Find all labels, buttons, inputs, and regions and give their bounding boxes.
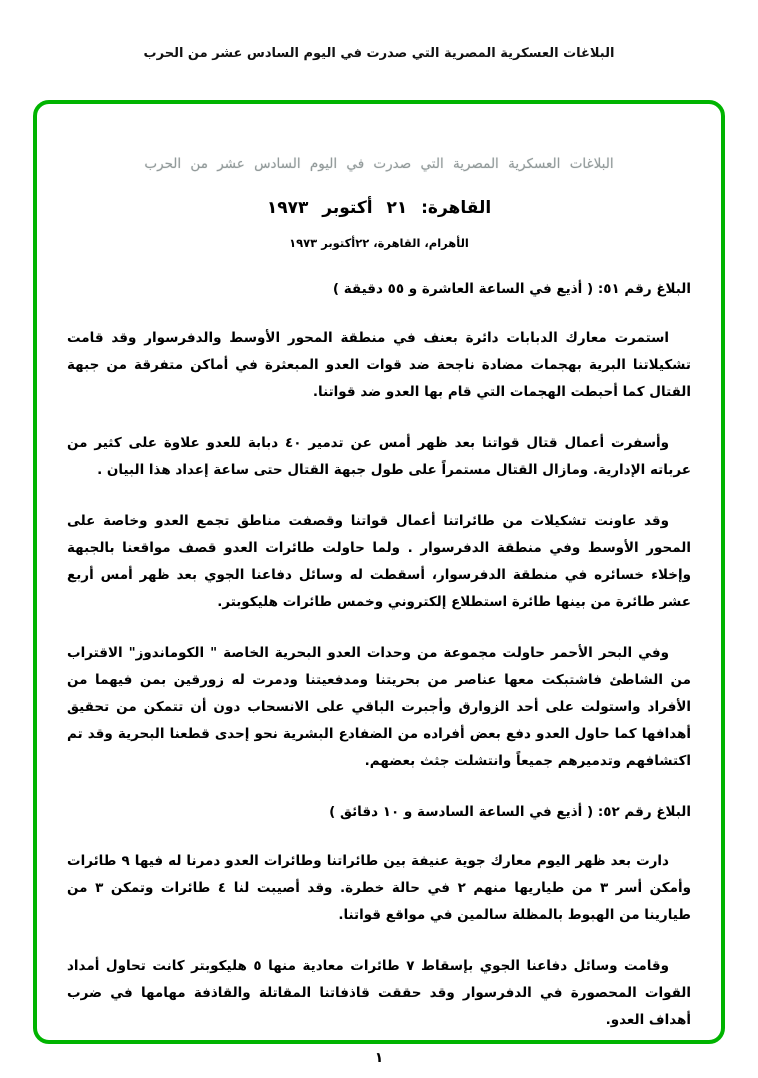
document-border-frame [33, 100, 725, 1044]
source-attribution-line: الأهرام، القاهرة، ٢٢أكتوبر ١٩٧٣ [289, 236, 469, 250]
communique-51-paragraph-3: وقد عاونت تشكيلات من طائراتنا أعمال قواتنا وقصفت مناطق تجمع العدو وخاصة على المحور الأوسط وفي منطقة الدفرسوار . ولما حاولت طائرات العدو قصف مواقعنا بالجبهة وإخلاء خسائره في منطقة الدفرسوار، أسقطت له وسائل دفاعنا الجوي بعد ظهر أمس أربع عشر طائرة من بينها طائرة استطلاع إلكتروني وخمس طائرات هليكوبتر. [67, 513, 691, 610]
communique-52-heading: البلاغ رقم ٥٢: ( أذيع في الساعة السادسة و ١٠ دقائق ) [329, 804, 691, 820]
document-body [37, 250, 721, 1034]
communique-51-paragraph-1: استمرت معارك الدبابات دائرة بعنف في منطقة المحور الأوسط والدفرسوار وقد قامت تشكيلاتنا البرية بهجمات مضادة ناجحة ضد قوات العدو المبعثرة في أماكن متفرقة من جبهة القتال كما أحبطت الهجمات التي قام بها العدو ضد قواتنا. [67, 330, 691, 400]
communique-51-heading: البلاغ رقم ٥١: ( أذيع في الساعة العاشرة و ٥٥ دقيقة ) [332, 281, 691, 297]
page-header-title: البلاغات العسكرية المصرية التي صدرت في اليوم السادس عشر من الحرب [143, 46, 615, 61]
communique-52-paragraph-1: دارت بعد ظهر اليوم معارك جوية عنيفة بين طائراتنا وطائرات العدو دمرنا له فيها ٩ طائرات وأمكن أسر ٣ من طياريها منهم ٢ في حالة خطرة. وقد أصيبت لنا ٤ طائرات وتمكن ٣ من طيارينا من الهبوط بالمظلة سالمين في مواقع قواتنا. [67, 853, 691, 923]
dateline: القاهرة: ٢١ أكتوبر ١٩٧٣ [266, 198, 492, 218]
faded-document-title: البلاغات العسكرية المصرية التي صدرت في اليوم السادس عشر من الحرب [144, 156, 614, 172]
page-number: ١ [374, 1050, 384, 1066]
communique-51-paragraph-2: وأسفرت أعمال قتال قواتنا بعد ظهر أمس عن تدمير ٤٠ دبابة للعدو علاوة على كثير من عرباته الإدارية. ومازال القتال مستمراً على طول جبهة القتال حتى ساعة إعداد هذا البيان . [67, 435, 691, 478]
communique-52-paragraph-2: وقامت وسائل دفاعنا الجوي بإسقاط ٧ طائرات معادية منها ٥ هليكوبتر كانت تحاول أمداد القوات المحصورة في الدفرسوار وقد حققت قاذفاتنا المقاتلة والقاذفة مهامها في ضرب أهداف العدو. [67, 958, 691, 1028]
communique-51-paragraph-4: وفي البحر الأحمر حاولت مجموعة من وحدات العدو البحرية الخاصة " الكوماندوز" الاقتراب من الشاطئ فاشتبكت معها عناصر من بحريتنا ومدفعيتنا ودمرت له زورقين بمن فيهما من الأفراد واستولت على أحد الزوارق وأجبرت الباقي على الانسحاب دون أن تتمكن من تحقيق أهدافها كما حاول العدو دفع بعض أفراده من الضفادع البشرية نحو إحدى قطعنا البحرية وقد تم اكتشافهم وتدميرهم جميعاً وانتشلت جثث بعضهم. [67, 645, 691, 769]
